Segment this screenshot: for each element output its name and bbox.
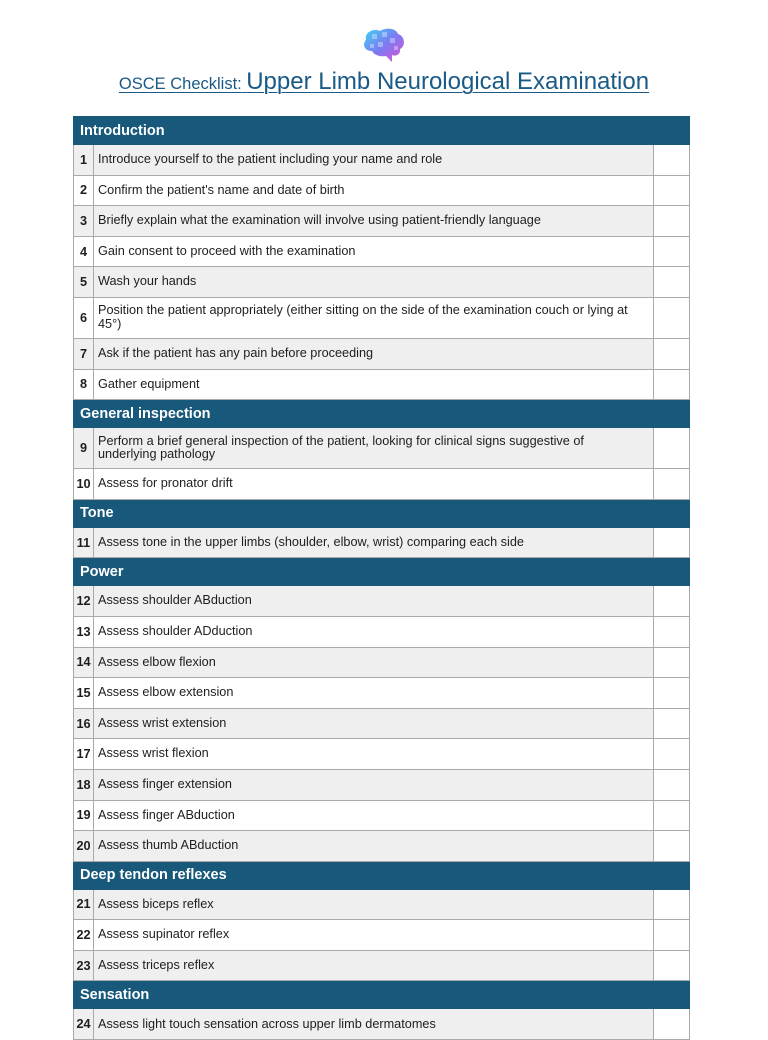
item-number: 13 — [74, 616, 94, 647]
item-text: Assess thumb ABduction — [94, 831, 654, 862]
check-box[interactable] — [653, 831, 689, 862]
section-title: General inspection — [74, 400, 690, 428]
item-number: 15 — [74, 678, 94, 709]
item-text: Assess wrist flexion — [94, 739, 654, 770]
check-box[interactable] — [653, 175, 689, 206]
check-box[interactable] — [653, 920, 689, 951]
checklist-row — [74, 708, 690, 739]
check-box[interactable] — [653, 739, 689, 770]
section-title: Tone — [74, 499, 690, 527]
item-number: 23 — [74, 950, 94, 981]
item-number: 18 — [74, 769, 94, 800]
item-text: Gather equipment — [94, 369, 654, 400]
checklist-row — [74, 145, 690, 176]
checklist-row — [74, 267, 690, 298]
section-header — [74, 117, 690, 145]
check-box[interactable] — [653, 236, 689, 267]
page-title — [0, 68, 768, 96]
check-box[interactable] — [653, 428, 689, 469]
checklist-row — [74, 206, 690, 237]
item-text: Wash your hands — [94, 267, 654, 298]
checklist-row — [74, 616, 690, 647]
item-number: 20 — [74, 831, 94, 862]
item-text: Assess shoulder ADduction — [94, 616, 654, 647]
item-number: 2 — [74, 175, 94, 206]
checklist-row — [74, 769, 690, 800]
check-box[interactable] — [653, 527, 689, 558]
item-number: 3 — [74, 206, 94, 237]
item-text: Assess wrist extension — [94, 708, 654, 739]
section-title: Introduction — [74, 117, 690, 145]
checklist-row — [74, 175, 690, 206]
check-box[interactable] — [653, 678, 689, 709]
item-text: Ask if the patient has any pain before proceeding — [94, 338, 654, 369]
check-box[interactable] — [653, 616, 689, 647]
item-number: 9 — [74, 428, 94, 469]
checklist-row — [74, 338, 690, 369]
item-number: 19 — [74, 800, 94, 831]
checklist-row — [74, 739, 690, 770]
item-number: 8 — [74, 369, 94, 400]
checklist-row — [74, 586, 690, 617]
checklist-row — [74, 800, 690, 831]
item-number: 12 — [74, 586, 94, 617]
title-main: Upper Limb Neurological Examination — [246, 68, 650, 95]
check-box[interactable] — [653, 267, 689, 298]
section-title: Deep tendon reflexes — [74, 861, 690, 889]
checklist-row — [74, 297, 690, 338]
item-number: 21 — [74, 889, 94, 920]
item-number: 22 — [74, 920, 94, 951]
check-box[interactable] — [653, 338, 689, 369]
item-text: Assess for pronator drift — [94, 469, 654, 500]
check-box[interactable] — [653, 206, 689, 237]
checklist-row — [74, 527, 690, 558]
item-number: 7 — [74, 338, 94, 369]
check-box[interactable] — [653, 297, 689, 338]
item-text: Assess elbow extension — [94, 678, 654, 709]
item-number: 10 — [74, 469, 94, 500]
check-box[interactable] — [653, 769, 689, 800]
item-text: Confirm the patient's name and date of birth — [94, 175, 654, 206]
item-number: 11 — [74, 527, 94, 558]
item-text: Position the patient appropriately (either sitting on the side of the examination couch or lying at 45°) — [94, 297, 654, 338]
item-number: 4 — [74, 236, 94, 267]
checklist-table — [73, 116, 690, 1040]
item-text: Perform a brief general inspection of the patient, looking for clinical signs suggestive of underlying pathology — [94, 428, 654, 469]
item-number: 14 — [74, 647, 94, 678]
item-text: Assess supinator reflex — [94, 920, 654, 951]
item-text: Assess biceps reflex — [94, 889, 654, 920]
item-text: Assess elbow flexion — [94, 647, 654, 678]
section-header — [74, 400, 690, 428]
item-text: Assess finger ABduction — [94, 800, 654, 831]
section-header — [74, 558, 690, 586]
section-header — [74, 981, 690, 1009]
checklist-row — [74, 647, 690, 678]
checklist-row — [74, 428, 690, 469]
checklist-row — [74, 469, 690, 500]
item-text: Briefly explain what the examination will involve using patient-friendly language — [94, 206, 654, 237]
check-box[interactable] — [653, 889, 689, 920]
item-text: Introduce yourself to the patient including your name and role — [94, 145, 654, 176]
checklist-row — [74, 236, 690, 267]
item-number: 16 — [74, 708, 94, 739]
checklist-row — [74, 920, 690, 951]
brain-logo-icon — [360, 26, 408, 64]
section-title: Power — [74, 558, 690, 586]
title-prefix: OSCE Checklist: — [118, 75, 242, 93]
item-text: Assess finger extension — [94, 769, 654, 800]
check-box[interactable] — [653, 1009, 689, 1040]
check-box[interactable] — [653, 708, 689, 739]
checklist-row — [74, 831, 690, 862]
check-box[interactable] — [653, 800, 689, 831]
checklist-row — [74, 1009, 690, 1040]
item-number: 17 — [74, 739, 94, 770]
item-text: Assess light touch sensation across upper limb dermatomes — [94, 1009, 654, 1040]
check-box[interactable] — [653, 369, 689, 400]
checklist-row — [74, 369, 690, 400]
item-text: Gain consent to proceed with the examination — [94, 236, 654, 267]
item-text: Assess shoulder ABduction — [94, 586, 654, 617]
item-number: 24 — [74, 1009, 94, 1040]
section-header — [74, 861, 690, 889]
checklist-row — [74, 889, 690, 920]
section-title: Sensation — [74, 981, 690, 1009]
item-number: 1 — [74, 145, 94, 176]
check-box[interactable] — [653, 145, 689, 176]
check-box[interactable] — [653, 950, 689, 981]
title-link[interactable] — [118, 68, 650, 95]
item-number: 5 — [74, 267, 94, 298]
check-box[interactable] — [653, 469, 689, 500]
item-text: Assess tone in the upper limbs (shoulder, elbow, wrist) comparing each side — [94, 527, 654, 558]
item-text: Assess triceps reflex — [94, 950, 654, 981]
section-header — [74, 499, 690, 527]
check-box[interactable] — [653, 647, 689, 678]
checklist-row — [74, 678, 690, 709]
checklist-row — [74, 950, 690, 981]
check-box[interactable] — [653, 586, 689, 617]
item-number: 6 — [74, 297, 94, 338]
